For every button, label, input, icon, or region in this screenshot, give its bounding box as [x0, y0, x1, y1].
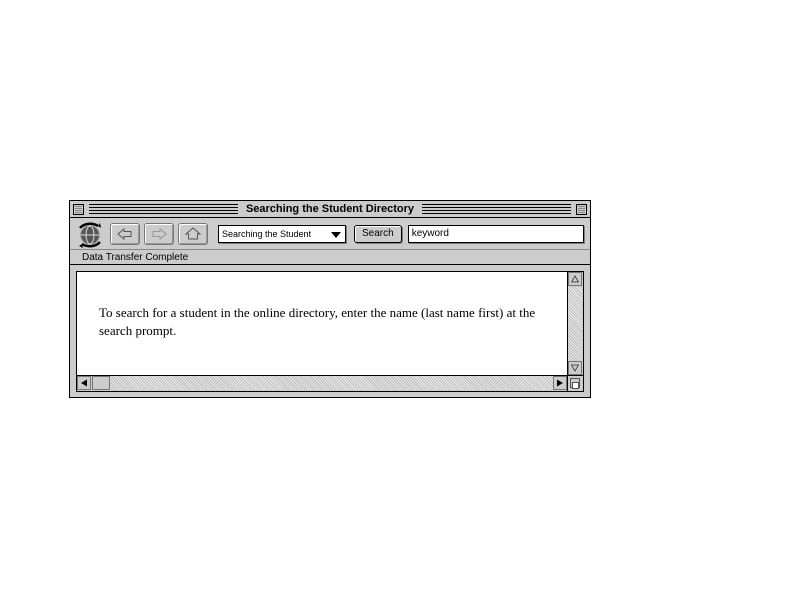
scroll-down-arrow-icon[interactable] [568, 361, 582, 375]
home-button[interactable] [178, 223, 208, 245]
window-resize-corner[interactable] [567, 375, 583, 391]
window-title-bar[interactable] [70, 201, 590, 218]
document-frame [76, 271, 584, 392]
browser-window [69, 200, 591, 398]
window-close-box[interactable] [73, 204, 84, 215]
forward-button[interactable] [144, 223, 174, 245]
vertical-scrollbar[interactable] [567, 272, 583, 375]
title-bar-stripes-left [89, 204, 238, 215]
home-icon [184, 226, 202, 241]
horizontal-scrollbar[interactable] [77, 375, 567, 391]
document-body-text: To search for a student in the online directory, enter the name (last name first) at the search prompt. [99, 305, 536, 338]
search-input[interactable]: keyword [408, 225, 584, 243]
back-button[interactable] [110, 223, 140, 245]
window-zoom-box[interactable] [576, 204, 587, 215]
scroll-up-arrow-icon[interactable] [568, 272, 582, 286]
forward-arrow-icon [150, 227, 168, 241]
scroll-right-arrow-icon[interactable] [553, 376, 567, 390]
horizontal-scroll-track[interactable] [92, 376, 567, 390]
page-select-value: Searching the Student [222, 228, 312, 239]
resize-grip-icon[interactable] [570, 378, 580, 388]
content-area [70, 265, 590, 396]
back-arrow-icon [116, 227, 134, 241]
scroll-left-arrow-icon[interactable] [77, 376, 91, 390]
title-bar-stripes-right [422, 204, 571, 215]
vertical-scroll-track[interactable] [568, 287, 582, 360]
document-page [77, 272, 567, 375]
browser-toolbar [70, 218, 590, 250]
search-button[interactable]: Search [354, 225, 402, 243]
globe-icon[interactable] [76, 220, 104, 248]
page-select-dropdown[interactable] [218, 225, 346, 243]
chevron-down-icon [331, 232, 341, 238]
status-message: Data Transfer Complete [82, 251, 189, 263]
window-title: Searching the Student Directory [240, 202, 420, 217]
status-bar [70, 250, 590, 265]
horizontal-scroll-thumb[interactable] [92, 376, 110, 390]
